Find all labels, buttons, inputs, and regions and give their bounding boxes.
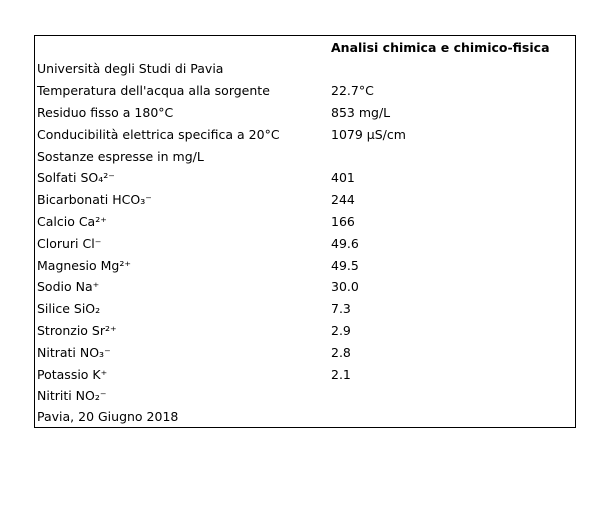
- analysis-panel: [34, 35, 576, 428]
- property-value: 853 mg/L: [331, 105, 391, 120]
- footer-row: [35, 406, 575, 428]
- substances-heading-row: [35, 146, 575, 168]
- institution-row: [35, 58, 575, 80]
- substance-value: 244: [331, 192, 355, 207]
- substance-label: Potassio K⁺: [37, 367, 108, 382]
- property-value: 22.7°C: [331, 83, 374, 98]
- substance-row: [35, 364, 575, 386]
- substance-row: [35, 167, 575, 189]
- substance-label: Solfati SO₄²⁻: [37, 170, 115, 185]
- substance-label: Sodio Na⁺: [37, 279, 100, 294]
- substance-row: [35, 233, 575, 255]
- substance-label: Calcio Ca²⁺: [37, 214, 107, 229]
- substance-value: 49.6: [331, 236, 359, 251]
- substance-value: 7.3: [331, 301, 351, 316]
- property-label: Temperatura dell'acqua alla sorgente: [37, 83, 270, 98]
- substances-heading: Sostanze espresse in mg/L: [37, 149, 204, 164]
- substance-value: 401: [331, 170, 355, 185]
- institution-name: Università degli Studi di Pavia: [37, 61, 224, 76]
- substance-row: [35, 255, 575, 277]
- substance-value: 2.8: [331, 345, 351, 360]
- property-row: [35, 80, 575, 102]
- substance-label: Cloruri Cl⁻: [37, 236, 102, 251]
- substance-value: 49.5: [331, 258, 359, 273]
- substance-label: Magnesio Mg²⁺: [37, 258, 131, 273]
- substance-value: 166: [331, 214, 355, 229]
- property-value: 1079 µS/cm: [331, 127, 406, 142]
- substance-row: [35, 298, 575, 320]
- substance-value: 2.1: [331, 367, 351, 382]
- property-row: [35, 102, 575, 124]
- substance-label: Nitrati NO₃⁻: [37, 345, 111, 360]
- property-row: [35, 124, 575, 146]
- substance-value: 2.9: [331, 323, 351, 338]
- substance-label: Bicarbonati HCO₃⁻: [37, 192, 152, 207]
- header-row: [35, 37, 575, 59]
- substance-row: [35, 385, 575, 407]
- substance-row: [35, 342, 575, 364]
- panel-title: Analisi chimica e chimico-fisica: [331, 40, 550, 55]
- place-and-date: Pavia, 20 Giugno 2018: [37, 409, 179, 424]
- property-label: Conducibilità elettrica specifica a 20°C: [37, 127, 280, 142]
- substance-row: [35, 189, 575, 211]
- substance-row: [35, 276, 575, 298]
- substance-row: [35, 320, 575, 342]
- substance-label: Silice SiO₂: [37, 301, 101, 316]
- property-label: Residuo fisso a 180°C: [37, 105, 174, 120]
- substance-row: [35, 211, 575, 233]
- substance-label: Stronzio Sr²⁺: [37, 323, 117, 338]
- substance-label: Nitriti NO₂⁻: [37, 388, 107, 403]
- substance-value: 30.0: [331, 279, 359, 294]
